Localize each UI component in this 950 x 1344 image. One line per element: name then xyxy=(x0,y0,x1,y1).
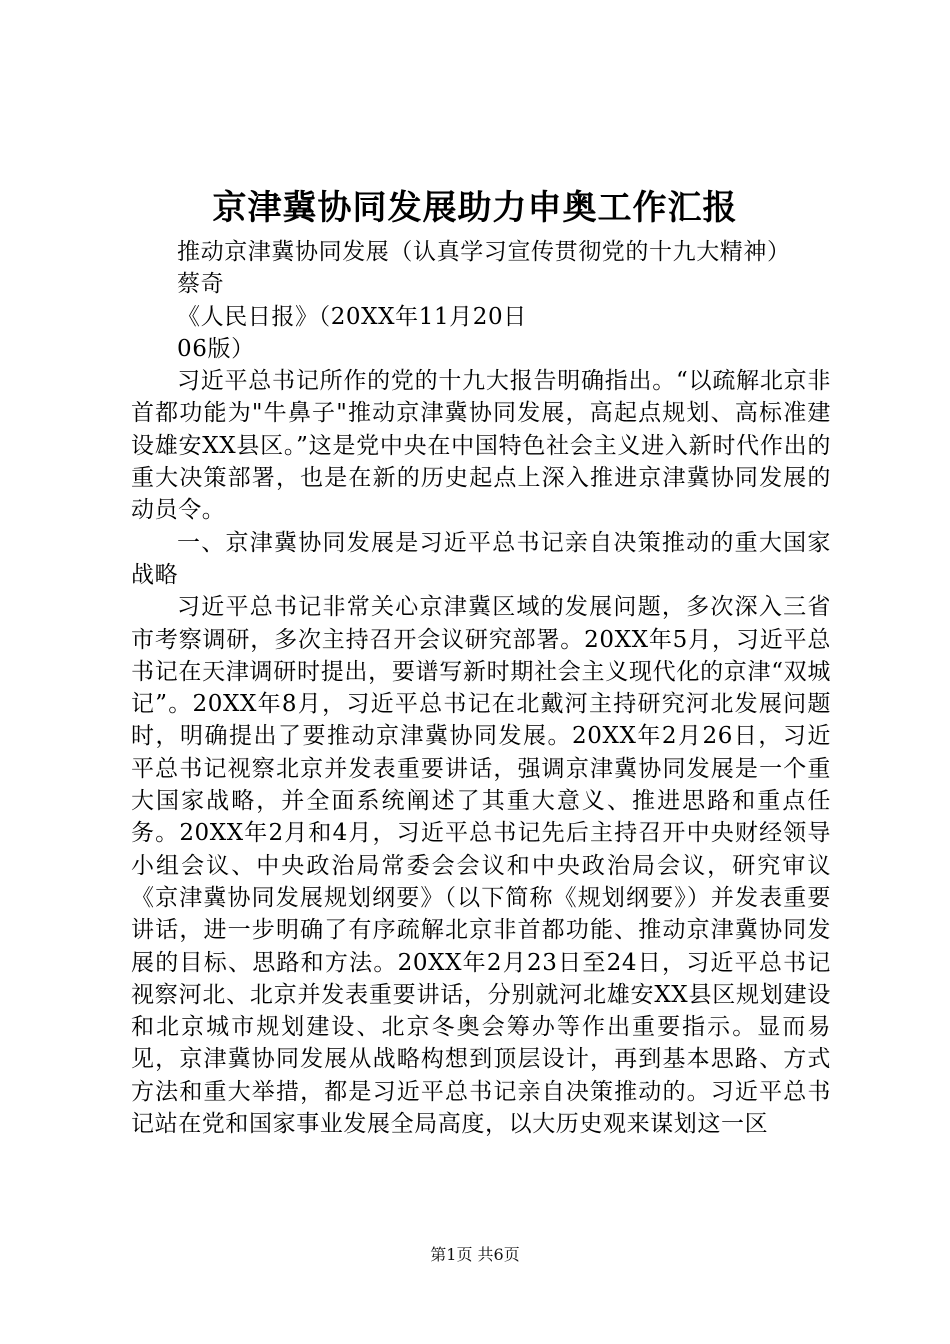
intro-paragraph: 习近平总书记所作的党的十九大报告明确指出。“以疏解北京非首都功能为"牛鼻子"推动京津冀协同发展，高起点规划、高标准建设雄安XX县区。”这是党中央在中国特色社会主义进入新时代作出的重大决策部署，也是在新的历史起点上深入推进京津冀协同发展的动员令。 xyxy=(131,368,831,524)
section-heading: 一、京津冀协同发展是习近平总书记亲自决策推动的重大国家战略 xyxy=(131,529,831,588)
page-footer: 第1页 共6页 xyxy=(430,1245,520,1264)
body-paragraph: 习近平总书记非常关心京津冀区域的发展问题，多次深入三省市考察调研，多次主持召开会议研究部署。20XX年5月，习近平总书记在天津调研时提出，要谱写新时期社会主义现代化的京津“双城记”。20XX年8月，习近平总书记在北戴河主持研究河北发展问题时，明确提出了要推动京津冀协同发展。20XX年2月26日，习近平总书记视察北京并发表重要讲话，强调京津冀协同发展是一个重大国家战略，并全面系统阐述了其重大意义、推进思路和重点任务。20XX年2月和4月，习近平总书记先后主持召开中央财经领导小组会议、中央政治局常委会会议和中央政治局会议，研究审议《京津冀协同发展规划纲要》（以下简称《规划纲要》）并发表重要讲话，进一步明确了有序疏解北京非首都功能、推动京津冀协同发展的目标、思路和方法。20XX年2月23日至24日，习近平总书记视察河北、北京并发表重要讲话，分别就河北雄安XX县区规划建设和北京城市规划建设、北京冬奥会筹办等作出重要指示。显而易见，京津冀协同发展从战略构想到顶层设计，再到基本思路、方式方法和重大举措，都是习近平总书记亲自决策推动的。习近平总书记站在党和国家事业发展全局高度，以大历史观来谋划这一区 xyxy=(131,594,831,1138)
document-title: 京津冀协同发展助力申奥工作汇报 xyxy=(212,188,738,228)
source-edition-line: 06版） xyxy=(177,335,255,362)
source-line: 《人民日报》（20XX年11月20日 xyxy=(177,303,527,330)
subtitle-paragraph: 推动京津冀协同发展（认真学习宣传贯彻党的十九大精神） xyxy=(177,239,791,265)
document-body xyxy=(131,236,831,1140)
author-line: 蔡奇 xyxy=(177,271,225,298)
